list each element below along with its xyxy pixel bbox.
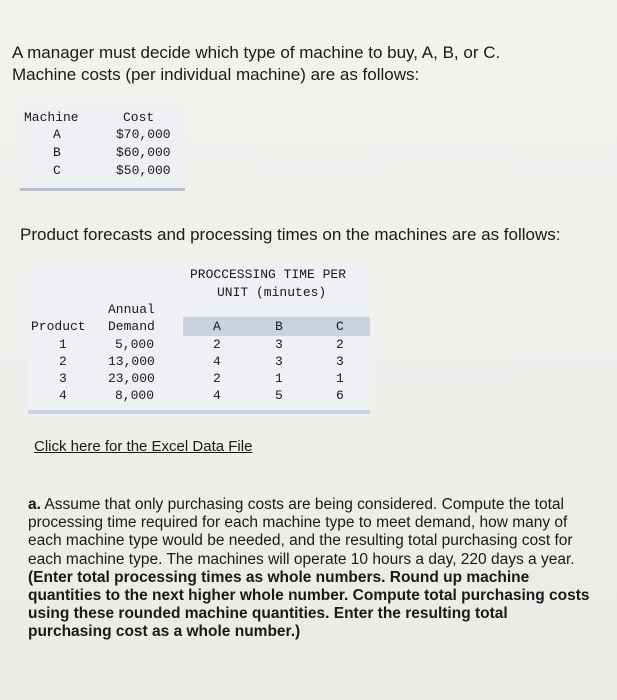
group-header-line-2: UNIT (minutes) (217, 285, 327, 300)
intro-line-1: A manager must decide which type of machine to buy, A, B, or C. (12, 43, 501, 62)
table-row-1-a: 2 (213, 337, 221, 352)
question-a (28, 496, 590, 642)
header-product: Product (31, 319, 86, 334)
table-row-1-b: 3 (275, 337, 283, 352)
table-row-2-b: 3 (275, 354, 283, 369)
question-text: Assume that only purchasing costs are being considered. Compute the total processing time required for each machine type to meet demand, how many of each machine type would be needed, and the resulting total purchasing cost for each machine type. The machines will operate 10 hours a day, 220 days a year. (28, 496, 575, 568)
table-row-2-product: 2 (59, 354, 67, 369)
machine-a-cost: $70,000 (116, 127, 171, 142)
header-cost: Cost (123, 110, 155, 125)
table-row-4-demand: 8,000 (115, 388, 155, 403)
intro-text (12, 42, 602, 86)
table-row-3-c: 1 (336, 371, 344, 386)
table-row-1-c: 2 (336, 337, 344, 352)
table-row-2-c: 3 (336, 354, 344, 369)
machine-b-label: B (53, 145, 61, 160)
question-prefix: a. (28, 496, 41, 513)
machine-c-label: C (53, 163, 61, 178)
question-instructions: (Enter total processing times as whole numbers. Round up machine quantities to the next higher whole number. Compute total purchasing costs using these rounded machine quantities. Enter the resulting total purchasing cost as a whole number.) (28, 568, 590, 641)
table-row-2-demand: 13,000 (108, 354, 155, 369)
machine-b-cost: $60,000 (116, 145, 171, 160)
header-b: B (275, 319, 283, 334)
intro-line-2: Machine costs (per individual machine) are as follows: (12, 65, 420, 84)
table-row-1-demand: 5,000 (115, 337, 155, 352)
table-row-1-product: 1 (59, 337, 67, 352)
annual-label: Annual (108, 302, 155, 317)
product-forecast-table (28, 262, 370, 416)
header-a: A (213, 319, 221, 334)
table-row-2-a: 4 (213, 354, 221, 369)
table-row-3-demand: 23,000 (108, 371, 155, 386)
forecast-text: Product forecasts and processing times on the machines are as follows: (20, 225, 561, 244)
header-demand: Demand (108, 319, 155, 334)
header-c: C (336, 319, 344, 334)
header-machine: Machine (24, 110, 79, 125)
table-row-4-a: 4 (213, 388, 221, 403)
table-row-3-b: 1 (275, 371, 283, 386)
excel-data-file-link[interactable]: Click here for the Excel Data File (34, 438, 253, 455)
table-row-3-product: 3 (59, 371, 67, 386)
group-header-line-1: PROCCESSING TIME PER (190, 267, 347, 282)
table-row-4-product: 4 (59, 388, 67, 403)
table-row-3-a: 2 (213, 371, 221, 386)
table-row-4-c: 6 (336, 388, 344, 403)
machine-c-cost: $50,000 (116, 163, 171, 178)
table-row-4-b: 5 (275, 388, 283, 403)
table-bottom-rule (28, 410, 370, 414)
machine-a-label: A (53, 127, 61, 142)
machine-cost-table (20, 108, 185, 191)
